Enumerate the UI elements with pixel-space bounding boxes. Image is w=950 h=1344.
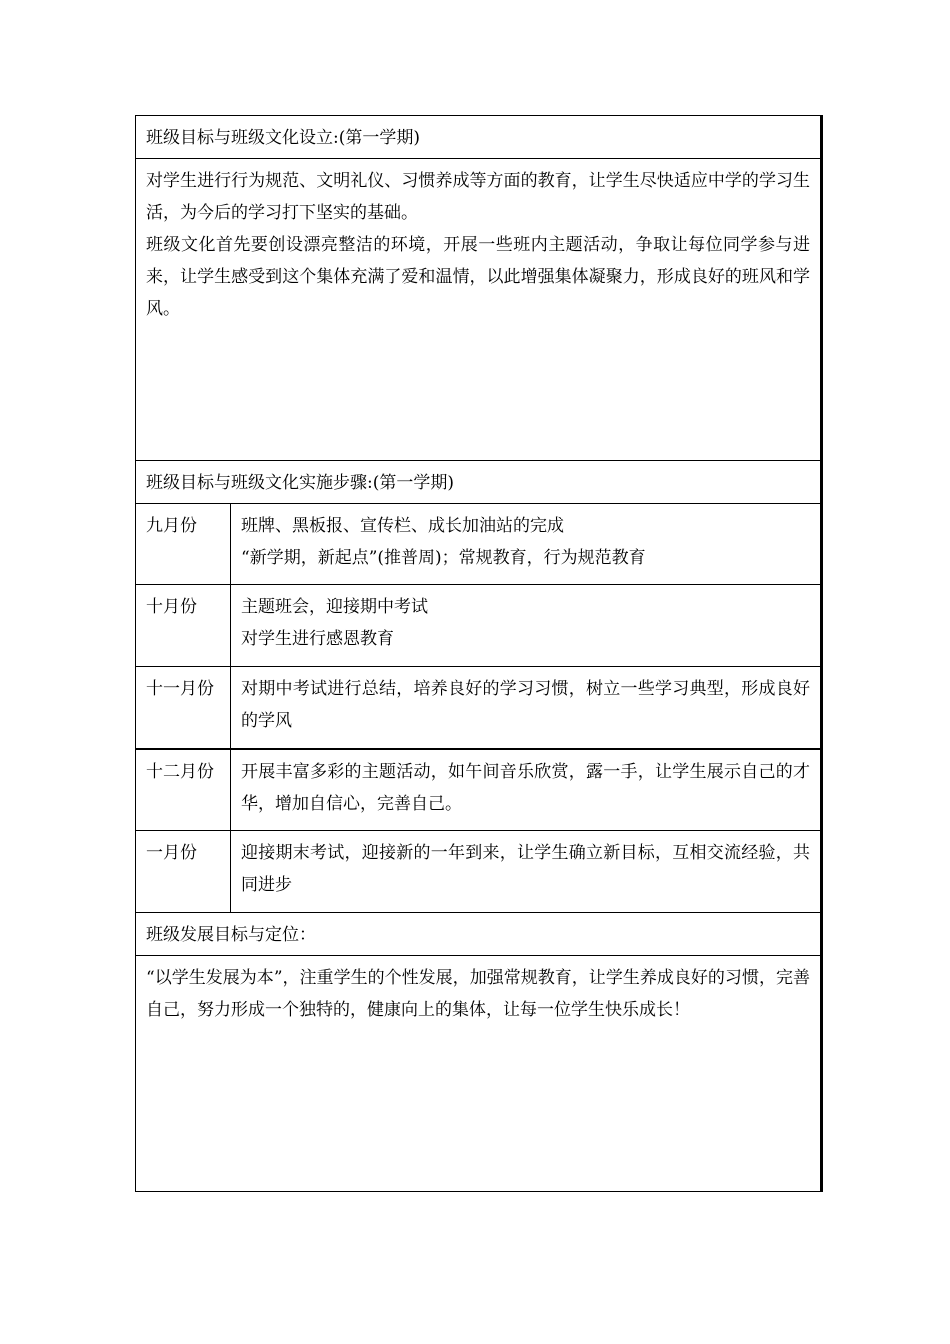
goals-content-row [136,956,822,1192]
table-row [136,831,822,913]
goals-content [136,956,822,1192]
plan-line: 对学生进行感恩教育 [241,629,394,649]
setup-paragraph-1: 对学生进行行为规范、文明礼仪、习惯养成等方面的教育，让学生尽快适应中学的学习生活，为今后的学习打下坚实的基础。 [146,171,810,223]
table-row [136,585,822,667]
table-row [136,504,822,585]
goals-paragraph: “以学生发展为本”，注重学生的个性发展，加强常规教育，让学生养成良好的习惯，完善自己，努力形成一个独特的，健康向上的集体，让每一位学生快乐成长！ [146,968,810,1020]
month-cell: 十二月份 [136,749,231,831]
setup-header-row [136,116,822,159]
plan-line: 开展丰富多彩的主题活动，如午间音乐欣赏，露一手，让学生展示自己的才华，增加自信心，完善自己。 [241,761,810,814]
class-plan-table [135,115,823,1192]
setup-header: 班级目标与班级文化设立:(第一学期) [136,116,822,159]
plan-cell [231,585,822,667]
steps-header: 班级目标与班级文化实施步骤:(第一学期) [136,461,822,504]
plan-line: 主题班会，迎接期中考试 [241,597,428,617]
steps-header-row [136,461,822,504]
month-cell: 十一月份 [136,667,231,749]
month-cell: 十月份 [136,585,231,667]
table-row [136,667,822,749]
goals-header: 班级发展目标与定位： [136,913,822,956]
plan-cell [231,667,822,749]
table-row [136,749,822,831]
goals-header-row [136,913,822,956]
plan-line: 迎接期末考试，迎接新的一年到来，让学生确立新目标，互相交流经验，共同进步 [241,843,810,895]
setup-content [136,159,822,461]
plan-cell [231,831,822,913]
plan-cell [231,504,822,585]
plan-cell [231,749,822,831]
month-cell: 一月份 [136,831,231,913]
setup-paragraph-2: 班级文化首先要创设漂亮整洁的环境，开展一些班内主题活动，争取让每位同学参与进来，让学生感受到这个集体充满了爱和温情，以此增强集体凝聚力，形成良好的班风和学风。 [146,235,810,319]
plan-line: 班牌、黑板报、宣传栏、成长加油站的完成 [241,516,564,536]
setup-content-row [136,159,822,461]
plan-line: 对期中考试进行总结，培养良好的学习习惯，树立一些学习典型，形成良好的学风 [241,679,810,731]
plan-line: “新学期，新起点”(推普周)；常规教育，行为规范教育 [241,548,646,568]
month-cell: 九月份 [136,504,231,585]
